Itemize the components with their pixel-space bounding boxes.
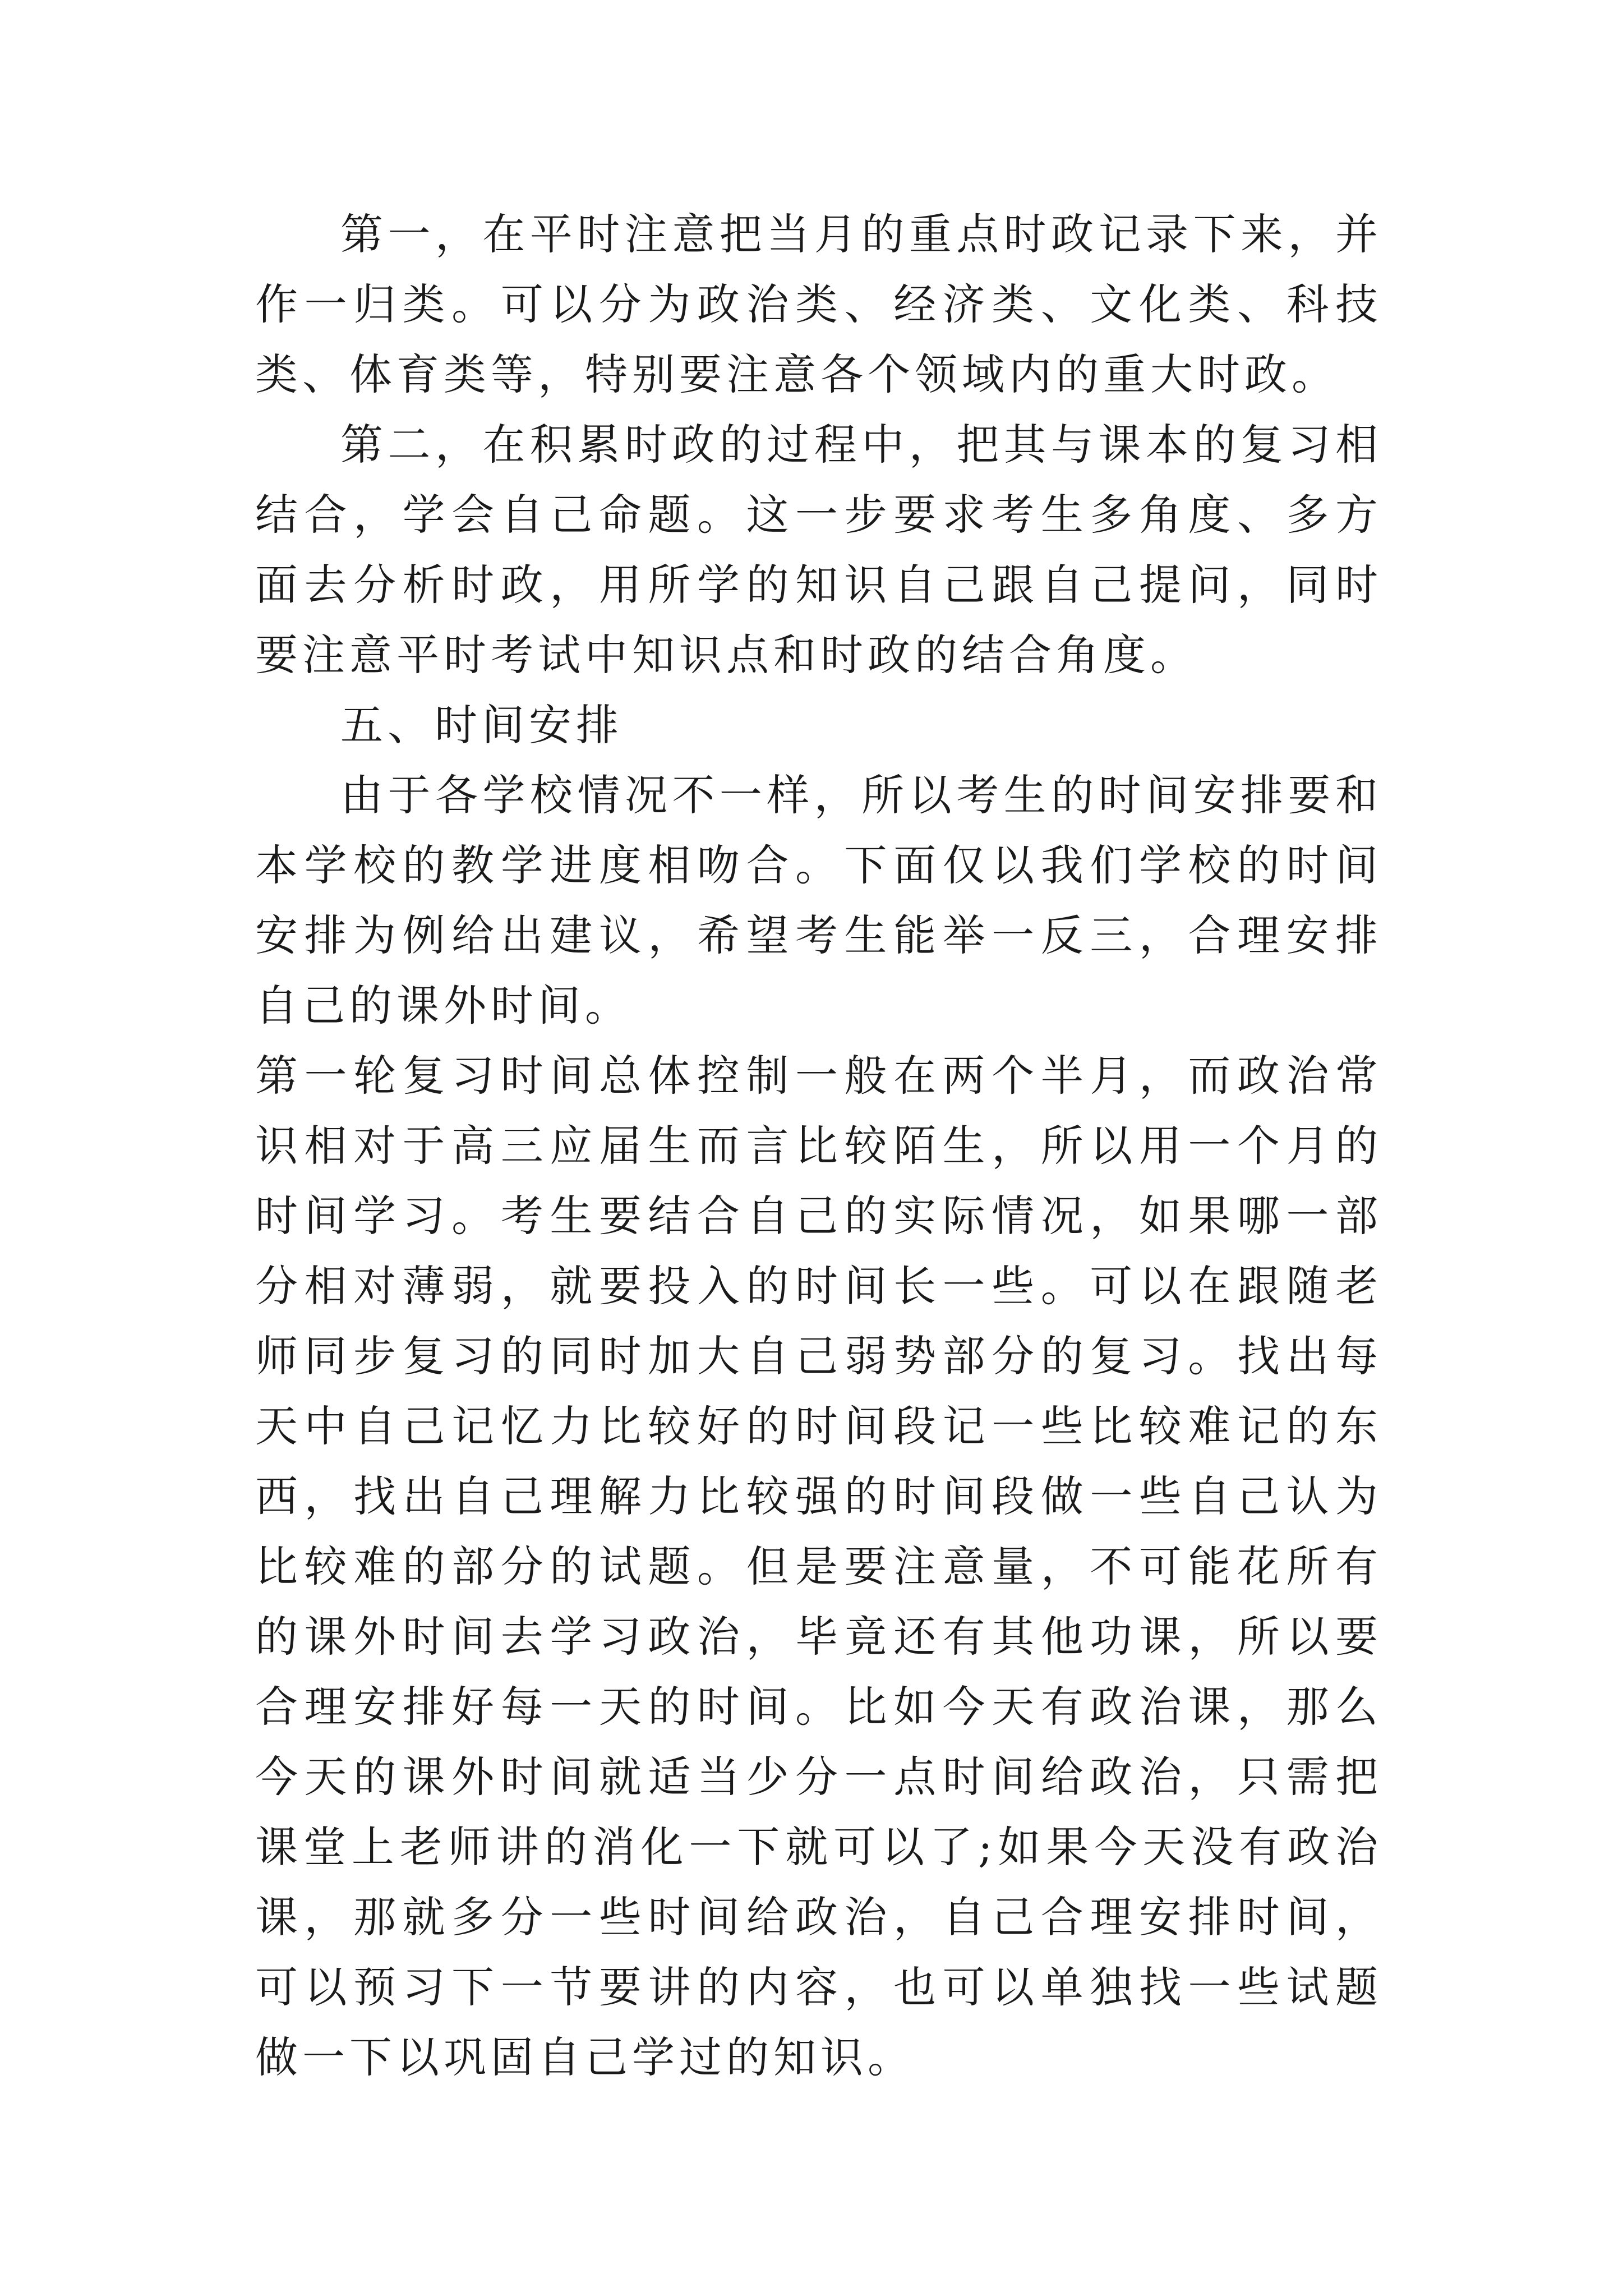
section-heading-time-arrangement: 五、时间安排 [340,700,623,750]
paragraph-school-schedule: 由于各学校情况不一样，所以考生的时间安排要和本学校的教学进度相吻合。下面仅以我们学校的时间安排为例给出建议，希望考生能举一反三，合理安排自己的课外时间。 [255,770,1382,1030]
document-body [255,199,1382,2092]
paragraph-current-affairs-classification: 第一，在平时注意把当月的重点时政记录下来，并作一归类。可以分为政治类、经济类、文化类、科技类、体育类等，特别要注意各个领域内的重大时政。 [255,209,1382,399]
paragraph-self-questioning: 第二，在积累时政的过程中，把其与课本的复习相结合，学会自己命题。这一步要求考生多角度、多方面去分析时政，用所学的知识自己跟自己提问，同时要注意平时考试中知识点和时政的结合角度。 [255,420,1382,680]
paragraph-first-review-round: 第一轮复习时间总体控制一般在两个半月，而政治常识相对于高三应届生而言比较陌生，所以用一个月的时间学习。考生要结合自己的实际情况，如果哪一部分相对薄弱，就要投入的时间长一些。可以在跟随老师同步复习的同时加大自己弱势部分的复习。找出每天中自己记忆力比较好的时间段记一些比较难记的东西，找出自己理解力比较强的时间段做一些自己认为比较难的部分的试题。但是要注意量，不可能花所有的课外时间去学习政治，毕竟还有其他功课，所以要合理安排好每一天的时间。比如今天有政治课，那么今天的课外时间就适当少分一点时间给政治，只需把课堂上老师讲的消化一下就可以了;如果今天没有政治课，那就多分一些时间给政治，自己合理安排时间，可以预习下一节要讲的内容，也可以单独找一些试题做一下以巩固自己学过的知识。 [255,1051,1382,2082]
